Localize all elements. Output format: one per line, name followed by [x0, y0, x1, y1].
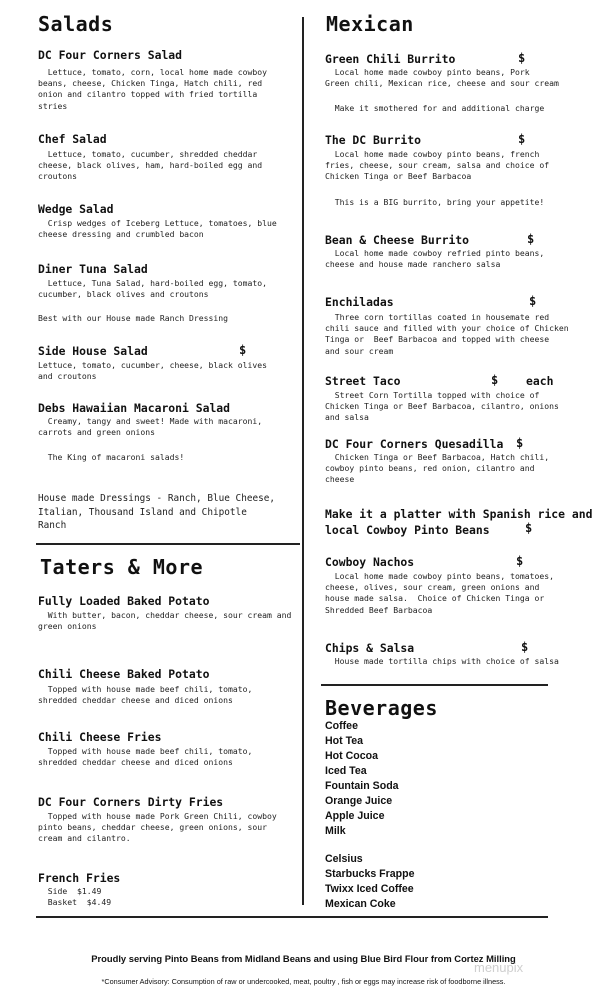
beverage-item: Milk [325, 825, 346, 837]
menu-item-price: $ [527, 232, 535, 246]
menu-item-name: Enchiladas [325, 295, 394, 309]
menu-item-desc: Side $1.49 Basket $4.49 [47, 886, 112, 908]
menu-item-each: each [526, 374, 554, 388]
beverage-item: Starbucks Frappe [325, 868, 415, 880]
center-divider [302, 17, 304, 905]
menu-item-price: $ [516, 554, 524, 568]
beverage-item: Twixx Iced Coffee [325, 883, 414, 895]
menu-item-desc: Crisp wedges of Iceberg Lettuce, tomatoes, blue cheese dressing and crumbled bacon [38, 218, 277, 240]
menu-item-name: Chili Cheese Baked Potato [38, 667, 210, 681]
menu-item-desc: Local home made cowboy pinto beans, french fries, cheese, sour cream, salsa and choice of Chicken Tinga or Beef Barbacoa [325, 149, 550, 182]
beverage-item: Hot Tea [325, 735, 364, 747]
menu-item-price: $ [518, 132, 526, 146]
menu-item-price: $ [239, 343, 247, 357]
beverage-item: Iced Tea [325, 765, 367, 777]
beverage-item: Celsius [325, 853, 363, 865]
menu-item-name: Chef Salad [38, 132, 107, 146]
beverage-item: Mexican Coke [325, 898, 396, 910]
taters-divider [36, 543, 300, 545]
salads-heading: Salads [38, 12, 114, 36]
menu-item-desc: With butter, bacon, cheddar cheese, sour cream and green onions [38, 610, 292, 632]
menu-item-price: $ [518, 51, 526, 65]
consumer-advisory: *Consumer Advisory: Consumption of raw or undercooked, meat, poultry , fish or eggs may increase risk of foodborne illness. [101, 977, 506, 986]
beverage-item: Hot Cocoa [325, 750, 378, 762]
beverages-divider [321, 684, 548, 686]
menu-item-name: Wedge Salad [38, 202, 114, 216]
menu-item-name: Side House Salad [38, 344, 148, 358]
menu-item-name: Green Chili Burrito [325, 52, 456, 66]
menu-item-note: Best with our House made Ranch Dressing [38, 313, 229, 323]
menu-item-price: $ [516, 436, 524, 450]
menu-item-desc: Lettuce, Tuna Salad, hard-boiled egg, tomato, cucumber, black olives and croutons [38, 278, 268, 300]
menu-item-desc: Topped with house made beef chili, tomato, shredded cheddar cheese and diced onions [38, 684, 253, 706]
menu-item-price: $ [529, 294, 537, 308]
menu-item-note: The King of macaroni salads! [38, 452, 185, 462]
dressings-note: House made Dressings - Ranch, Blue Cheese, Italian, Thousand Island and Chipotle Ranch [38, 493, 276, 531]
footer-sourcing-note: Proudly serving Pinto Beans from Midland Beans and using Blue Bird Flour from Cortez Milling [91, 953, 516, 964]
menu-item-desc: Local home made cowboy pinto beans, Pork Green chili, Mexican rice, cheese and sour cream [325, 67, 559, 89]
menu-item-note: Make it smothered for and additional charge [325, 103, 545, 113]
menu-item-desc: Chicken Tinga or Beef Barbacoa, Hatch chili, cowboy pinto beans, red onion, cilantro and cheese [325, 452, 550, 485]
watermark: menupix [474, 960, 524, 975]
beverage-list [325, 719, 399, 839]
menu-item-price: $ [521, 640, 529, 654]
menu-item-desc: Lettuce, tomato, cucumber, shredded cheddar cheese, black olives, ham, hard-boiled egg and croutons [38, 149, 263, 182]
footer-divider [36, 916, 548, 918]
menu-item-desc: Topped with house made beef chili, tomato, shredded cheddar cheese and diced onions [38, 746, 253, 768]
menu-item-desc: Local home made cowboy refried pinto beans, cheese and house made ranchero salsa [325, 248, 545, 270]
menu-item-name: Diner Tuna Salad [38, 262, 148, 276]
menu-item-note: This is a BIG burrito, bring your appetite! [325, 197, 545, 207]
menu-item-name: DC Four Corners Dirty Fries [38, 795, 224, 809]
menu-item-name: Chips & Salsa [325, 641, 415, 655]
mexican-heading: Mexican [326, 12, 414, 36]
menu-item-desc: Street Corn Tortilla topped with choice of Chicken Tinga or Beef Barbacoa, cilantro, onions and salsa [325, 390, 559, 423]
menu-item-desc: Topped with house made Pork Green Chili, cowboy pinto beans, cheddar cheese, green onions, sour cream and cilantro. [38, 811, 277, 844]
beverages-heading: Beverages [325, 696, 438, 720]
menu-item-price: $ [491, 373, 499, 387]
beverage-item: Orange Juice [325, 795, 393, 807]
beverage-list-2 [325, 852, 415, 912]
menu-item-name: DC Four Corners Salad [38, 48, 183, 62]
menu-item-desc: Lettuce, tomato, corn, local home made cowboy beans, cheese, Chicken Tinga, Hatch chili, red onion and cilantro topped with fried tortilla stries [38, 67, 268, 111]
platter-note: Make it a platter with Spanish rice and local Cowboy Pinto Beans [325, 507, 593, 537]
menu-item-desc: Lettuce, tomato, cucumber, cheese, black olives and croutons [38, 360, 268, 382]
menu-item-name: Fully Loaded Baked Potato [38, 594, 210, 608]
beverage-item: Coffee [325, 720, 358, 732]
menu-item-desc: House made tortilla chips with choice of salsa [325, 656, 559, 666]
menu-item-desc: Local home made cowboy pinto beans, tomatoes, cheese, olives, sour cream, green onions and house made salsa. Choice of Chicken Tinga or Shredded Beef Barbacoa [325, 571, 555, 615]
menu-item-name: DC Four Corners Quesadilla [325, 437, 504, 451]
menu-item-name: Debs Hawaiian Macaroni Salad [38, 401, 231, 415]
menu-item-name: Bean & Cheese Burrito [325, 233, 470, 247]
menu-item-name: Cowboy Nachos [325, 555, 415, 569]
menu-item-name: Chili Cheese Fries [38, 730, 162, 744]
beverage-item: Apple Juice [325, 810, 385, 822]
menu-item-desc: Three corn tortillas coated in housemate red chili sauce and filled with your choice of Chicken Tinga or Beef Barbacoa and topped with cheese and sour cream [325, 312, 569, 356]
menu-item-price: $ [525, 521, 533, 535]
menu-item-name: French Fries [38, 871, 121, 885]
beverage-item: Fountain Soda [325, 780, 399, 792]
taters-heading: Taters & More [40, 555, 204, 579]
menu-item-name: The DC Burrito [325, 133, 422, 147]
menu-item-name: Street Taco [325, 374, 401, 388]
menu-item-desc: Creamy, tangy and sweet! Made with macaroni, carrots and green onions [38, 416, 263, 438]
